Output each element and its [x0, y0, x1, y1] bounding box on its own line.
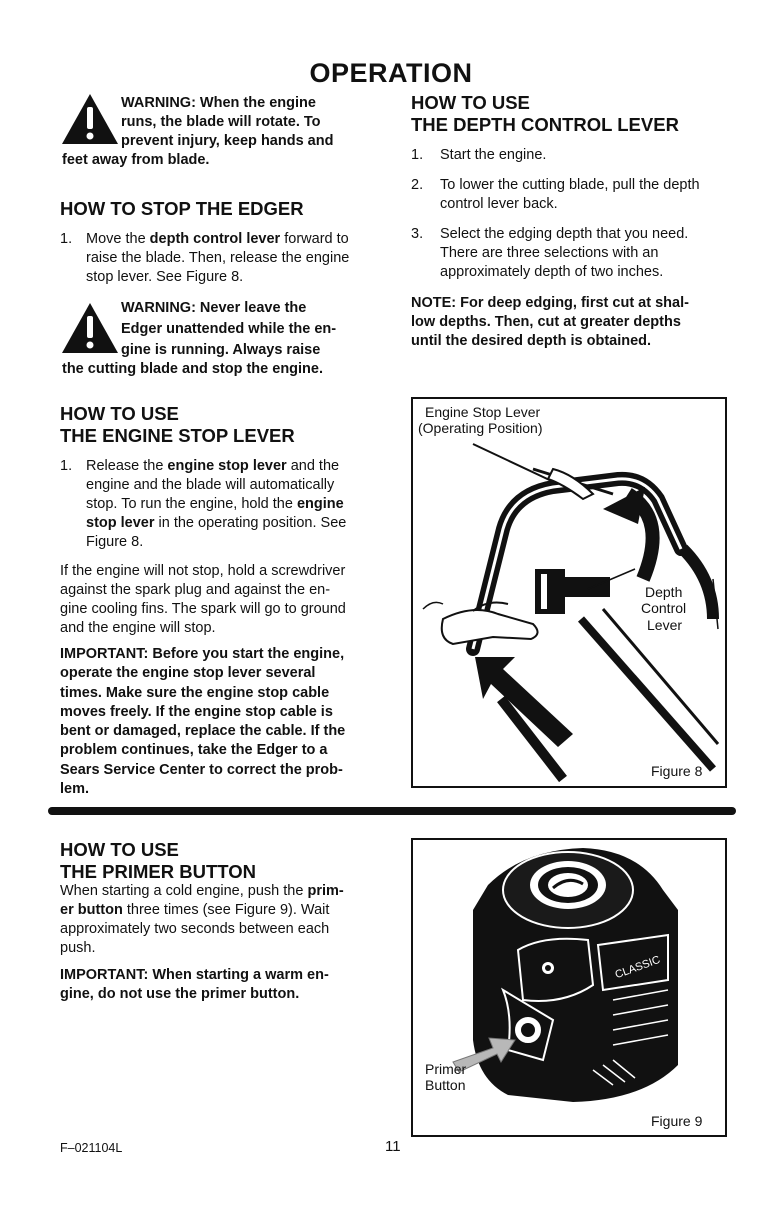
section-divider [48, 807, 736, 815]
para-line: If the engine will not stop, hold a screwdriver [60, 563, 346, 579]
heading-line: HOW TO USE [60, 839, 179, 860]
text: Release the [86, 458, 168, 474]
section-heading-stop-edger: HOW TO STOP THE EDGER [60, 198, 304, 219]
step-number: 2. [411, 177, 424, 193]
label-engine-stop-lever: Engine Stop Lever [425, 404, 541, 420]
primer-important [60, 966, 400, 1004]
para-line: and the engine will stop. [60, 620, 216, 636]
note-line: low depths. Then, cut at greater depths [411, 314, 681, 330]
section-heading-depth-control [411, 92, 679, 136]
text: three times (see Figure 9). Wait [122, 902, 330, 918]
important-line: times. Make sure the engine stop cable [60, 684, 330, 701]
section-heading-engine-stop [60, 403, 295, 447]
text: When starting a cold engine, push the [60, 883, 308, 899]
bold-term: engine stop lever [167, 458, 287, 474]
bold-term: stop lever [86, 515, 155, 531]
depth-control-steps [411, 146, 741, 282]
note-line: until the desired depth is obtained. [411, 333, 652, 349]
step-line: Select the edging depth that you need. [440, 226, 689, 242]
important-line: gine, do not use the primer button. [60, 986, 300, 1002]
label-depth: Depth [645, 584, 683, 600]
text: forward to [280, 231, 349, 247]
label-lever: Lever [647, 617, 683, 633]
step-line: engine and the blade will automatically [86, 477, 335, 493]
para-line [60, 882, 400, 901]
para-line: approximately two seconds between each [60, 921, 330, 937]
para-line: gine cooling fins. The spark will go to ground [60, 601, 346, 617]
depth-control-note [411, 294, 741, 351]
text: and the [286, 458, 340, 474]
important-line: IMPORTANT: When starting a warm en- [60, 967, 329, 983]
note-line: NOTE: For deep edging, first cut at shal- [411, 295, 689, 311]
para-line: push. [60, 940, 96, 956]
warning-line: WARNING: Never leave the [121, 300, 307, 316]
step-line: Figure 8. [86, 534, 144, 550]
label-primer: Primer [425, 1061, 467, 1077]
step-line: stop lever. See Figure 8. [86, 269, 244, 285]
step-number: 1. [60, 458, 73, 474]
document-code: F–021104L [60, 1141, 123, 1155]
step-line: To lower the cutting blade, pull the depth [440, 177, 700, 193]
step-line: raise the blade. Then, release the engine [86, 250, 350, 266]
label-operating-position: (Operating Position) [418, 420, 543, 436]
important-line: bent or damaged, replace the cable. If the [60, 723, 346, 740]
figure-8 [411, 397, 727, 788]
label-button: Button [425, 1077, 466, 1093]
step-line [86, 457, 390, 476]
para-line: against the spark plug and against the en- [60, 582, 331, 598]
step-line [86, 495, 390, 514]
step-line: Start the engine. [440, 147, 547, 163]
step-line [86, 230, 390, 249]
step-number: 1. [411, 147, 424, 163]
heading-line: THE PRIMER BUTTON [60, 861, 256, 882]
heading-line: HOW TO USE [60, 403, 179, 424]
text: Move the [86, 231, 150, 247]
important-line: Sears Service Center to correct the prob- [60, 761, 343, 778]
warning-line: runs, the blade will rotate. To [121, 114, 321, 130]
figure-8-caption: Figure 8 [651, 763, 703, 779]
page-number: 11 [385, 1138, 401, 1155]
warning-line: prevent injury, keep hands and [121, 133, 334, 149]
bold-term: depth control lever [149, 231, 281, 247]
engine-stop-step-1 [60, 457, 390, 552]
warning-icon [60, 92, 120, 146]
figure-9 [411, 838, 727, 1137]
important-line: IMPORTANT: Before you start the engine, [60, 646, 345, 662]
step-item [411, 146, 741, 165]
text: stop. To run the engine, hold the [86, 496, 297, 512]
label-control: Control [641, 600, 687, 616]
step-number: 1. [60, 231, 73, 247]
heading-line: THE DEPTH CONTROL LEVER [411, 114, 679, 135]
warning-line: feet away from blade. [62, 152, 210, 168]
engine-stop-important [60, 645, 390, 799]
warning-icon [60, 301, 120, 355]
engine-stop-paragraph [60, 562, 390, 638]
page-title: OPERATION [309, 58, 473, 88]
important-line: moves freely. If the engine stop cable is [60, 703, 333, 720]
step-line [86, 514, 390, 533]
para-line [60, 901, 400, 920]
warning-line: WARNING: When the engine [121, 95, 316, 111]
step-line: control lever back. [440, 196, 558, 212]
bold-term: er button [60, 902, 123, 918]
step-item [411, 225, 741, 282]
important-line: problem continues, take the Edger to a [60, 742, 328, 759]
stop-edger-step-1 [60, 230, 390, 287]
classic-brand-text: CLASSIC [613, 953, 662, 982]
important-line: lem. [60, 781, 90, 798]
bold-term: engine [296, 496, 344, 512]
heading-line: THE ENGINE STOP LEVER [60, 425, 295, 446]
figure-9-caption: Figure 9 [651, 1113, 703, 1129]
step-line: There are three selections with an [440, 245, 659, 261]
step-line: approximately depth of two inches. [440, 264, 664, 280]
primer-paragraph [60, 882, 400, 958]
warning-line: the cutting blade and stop the engine. [62, 361, 324, 377]
step-item [411, 176, 741, 214]
bold-term: prim- [307, 883, 344, 899]
warning-line: gine is running. Always raise [121, 342, 321, 358]
text: in the operating position. See [154, 515, 347, 531]
heading-line: HOW TO USE [411, 92, 530, 113]
warning-line: Edger unattended while the en- [121, 321, 337, 337]
important-line: operate the engine stop lever several [60, 665, 316, 682]
section-heading-primer [60, 839, 256, 883]
step-number: 3. [411, 226, 424, 242]
